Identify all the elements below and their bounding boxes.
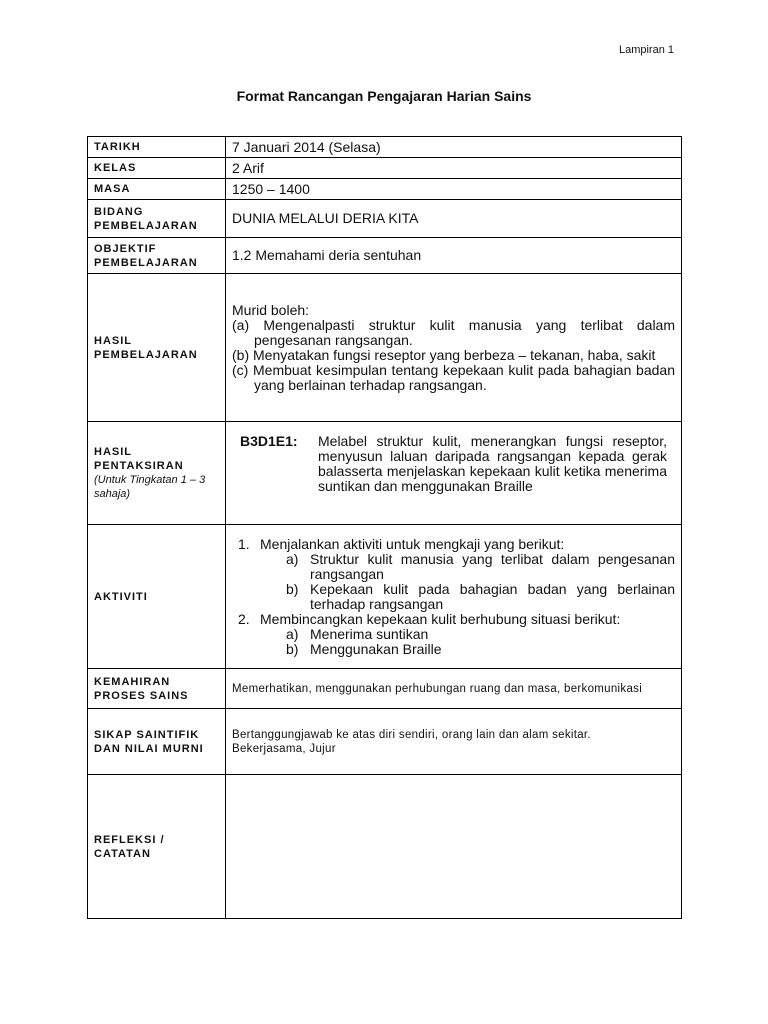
value-objektif: 1.2 Memahami deria sentuhan [226,238,682,274]
row-bidang [88,200,682,238]
sikap-line2: Bekerjasama, Jujur [232,742,336,755]
label-masa: MASA [88,179,226,200]
label-bidang-line1: BIDANG [94,205,144,218]
value-hasil-pentaksiran [226,422,682,525]
label-pentaksiran-line2: PENTAKSIRAN [94,460,184,472]
label-kemahiran [88,669,226,709]
row-tarikh [88,137,682,158]
row-refleksi [88,775,682,919]
label-refleksi-line2: CATATAN [94,847,151,860]
label-objektif-line2: PEMBELAJARAN [94,256,198,269]
value-kemahiran: Memerhatikan, menggunakan perhubungan ruang dan masa, berkomunikasi [226,669,682,709]
activity-item: 2. Membincangkan kepekaan kulit berhubung situasi berikut: [238,610,621,627]
page-title: Format Rancangan Pengajaran Harian Sains [236,88,532,104]
label-aktiviti: AKTIVITI [88,525,226,669]
label-hasil-line1: HASIL [94,334,132,347]
row-kelas [88,158,682,179]
label-kelas: KELAS [88,158,226,179]
row-hasil-pembelajaran [88,274,682,422]
activity-subitem: b) Kepekaan kulit pada bahagian badan yang berlainan terhadap rangsangan [286,580,675,612]
row-aktiviti [88,525,682,669]
assessment-text: Melabel struktur kulit, menerangkan fungsi reseptor, menyusun laluan daripada rangsangan kepada gerak balasserta menjelaskan kepekaan kulit ketika menerima suntikan dan menggunakan Braille [318,433,667,494]
label-kemahiran-line2: PROSES SAINS [94,689,189,702]
activity-subitem: a) Menerima suntikan [286,625,429,642]
label-pentaksiran-note: (Untuk Tingkatan 1 – 3 sahaja) [94,474,206,500]
label-sikap [88,709,226,775]
activity-subitem: a) Struktur kulit manusia yang terlibat dalam pengesanan rangsangan [286,550,675,582]
label-hasil-pembelajaran [88,274,226,422]
assessment-code: B3D1E1: [240,433,298,449]
label-bidang [88,200,226,238]
label-kemahiran-line1: KEMAHIRAN [94,675,171,688]
label-hasil-pentaksiran [88,422,226,525]
label-hasil-line2: PEMBELAJARAN [94,348,198,361]
value-sikap [226,709,682,775]
row-kemahiran [88,669,682,709]
row-hasil-pentaksiran [88,422,682,525]
hasil-intro: Murid boleh: [232,301,310,318]
value-aktiviti [226,525,682,669]
value-bidang: DUNIA MELALUI DERIA KITA [226,200,682,238]
sikap-line1: Bertanggungjawab ke atas diri sendiri, orang lain dan alam sekitar. [232,728,591,741]
annex-label: Lampiran 1 [618,44,674,56]
value-kelas: 2 Arif [226,158,682,179]
activity-subitem: b) Menggunakan Braille [286,640,442,657]
hasil-list [232,318,675,393]
list-item: (a) Mengenalpasti struktur kulit manusia yang terlibat dalam pengesanan rangsangan. [232,316,675,348]
label-sikap-line2: DAN NILAI MURNI [94,742,204,755]
value-hasil-pembelajaran [226,274,682,422]
row-masa [88,179,682,200]
label-bidang-line2: PEMBELAJARAN [94,219,198,232]
value-tarikh: 7 Januari 2014 (Selasa) [226,137,682,158]
value-masa: 1250 – 1400 [226,179,682,200]
row-sikap [88,709,682,775]
label-objektif [88,238,226,274]
label-tarikh: TARIKH [88,137,226,158]
label-pentaksiran-line1: HASIL [94,446,132,458]
activity-item: 1. Menjalankan aktiviti untuk mengkaji yang berikut: [238,535,565,552]
label-refleksi-line1: REFLEKSI / [94,833,165,846]
list-item: (c) Membuat kesimpulan tentang kepekaan kulit pada bahagian badan yang berlainan terhadap rangsangan. [232,361,675,393]
label-objektif-line1: OBJEKTIF [94,242,157,255]
list-item: (b) Menyatakan fungsi reseptor yang berbeza – tekanan, haba, sakit [232,346,656,363]
value-refleksi[interactable] [226,775,682,919]
label-refleksi [88,775,226,919]
lesson-plan-table [87,136,682,919]
row-objektif [88,238,682,274]
label-sikap-line1: SIKAP SAINTIFIK [94,728,200,741]
